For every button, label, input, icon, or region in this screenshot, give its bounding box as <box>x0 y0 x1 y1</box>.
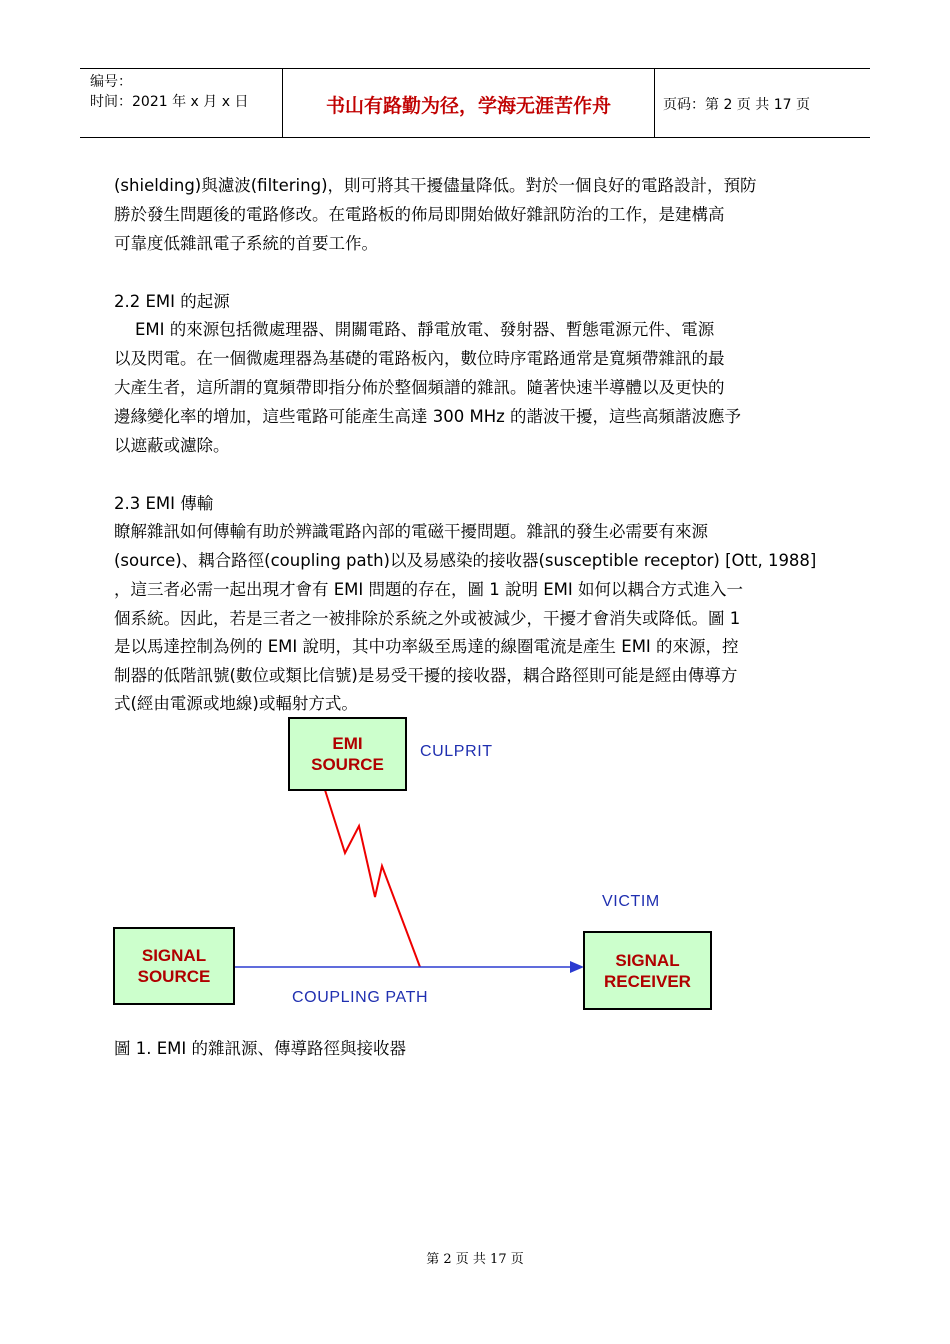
section-2-2-title: 2.2 EMI 的起源 <box>114 292 230 311</box>
paragraph-3-line-5: 是以馬達控制為例的 EMI 說明，其中功率級至馬達的線圈電流是產生 EMI 的來源，控 <box>114 637 739 656</box>
figure-caption: 圖 1. EMI 的雜訊源、傳導路徑與接收器 <box>114 1039 407 1058</box>
paragraph-2-line-1: EMI 的來源包括微處理器、開關電路、靜電放電、發射器、暫態電源元件、電源 <box>114 320 715 339</box>
page-header <box>80 68 870 138</box>
paragraph-3-line-3: ，這三者必需一起出現才會有 EMI 問題的存在，圖 1 說明 EMI 如何以耦合方式進入一 <box>114 580 744 599</box>
slogan: 书山有路勤为径，学海无涯苦作舟 <box>325 95 611 117</box>
paragraph-2-line-4: 邊緣變化率的增加，這些電路可能產生高達 300 MHz 的諧波干擾，這些高頻諧波應予 <box>114 407 742 426</box>
emi-source-box <box>288 717 407 791</box>
signal-source-line-1: SIGNAL <box>141 946 207 965</box>
number-label: 编号： <box>90 74 132 90</box>
signal-receiver-line-2: RECEIVER <box>604 971 691 991</box>
paragraph-3-line-2: (source)、耦合路徑(coupling path)以及易感染的接收器(susceptible receptor) [Ott, 1988] <box>114 551 817 570</box>
emi-source-line-1: EMI <box>332 734 363 753</box>
header-slogan-cell <box>283 69 655 137</box>
paragraph-1-line-3: 可靠度低雜訊電子系統的首要工作。 <box>114 234 378 253</box>
paragraph-2-line-5: 以遮蔽或濾除。 <box>114 436 230 455</box>
header-meta-cell <box>80 69 283 137</box>
coupling-zigzag <box>325 790 420 967</box>
page-info: 页码：第 2 页 共 17 页 <box>663 97 810 113</box>
paragraph-3-line-6: 制器的低階訊號(數位或類比信號)是易受干擾的接收器，耦合路徑則可能是經由傳導方 <box>114 666 738 685</box>
time-label: 时间：2021 年 x 月 x 日 <box>90 94 249 110</box>
paragraph-2-line-3: 大產生者，這所謂的寬頻帶即指分佈於整個頻譜的雜訊。隨著快速半導體以及更快的 <box>114 378 725 397</box>
emi-source-line-2: SOURCE <box>311 755 384 774</box>
signal-receiver-box <box>583 931 712 1010</box>
coupling-arrow-head <box>570 961 584 973</box>
signal-receiver-line-1: SIGNAL <box>615 950 680 970</box>
paragraph-3-line-1: 瞭解雜訊如何傳輸有助於辨識電路內部的電磁干擾問題。雜訊的發生必需要有來源 <box>114 522 708 541</box>
signal-source-line-2: SOURCE <box>137 967 211 986</box>
culprit-label: CULPRIT <box>420 743 493 760</box>
header-page-cell <box>655 69 870 137</box>
signal-source-box <box>113 927 235 1005</box>
page-footer: 第 2 页 共 17 页 <box>426 1252 524 1267</box>
coupling-path-label: COUPLING PATH <box>292 989 429 1006</box>
paragraph-3-line-4: 個系統。因此，若是三者之一被排除於系統之外或被減少，干擾才會消失或降低。圖 1 <box>114 609 741 628</box>
paragraph-1-line-2: 勝於發生問題後的電路修改。在電路板的佈局即開始做好雜訊防治的工作，是建構高 <box>114 205 725 224</box>
paragraph-2-line-2: 以及閃電。在一個微處理器為基礎的電路板內，數位時序電路通常是寬頻帶雜訊的最 <box>114 349 725 368</box>
victim-label: VICTIM <box>602 893 660 910</box>
paragraph-1-line-1: (shielding)與濾波(filtering)，則可將其干擾儘量降低。對於一個良好的電路設計，預防 <box>114 176 757 195</box>
paragraph-3-line-7: 式(經由電源或地線)或輻射方式。 <box>114 694 358 713</box>
section-2-3-title: 2.3 EMI 傳輸 <box>114 494 214 513</box>
